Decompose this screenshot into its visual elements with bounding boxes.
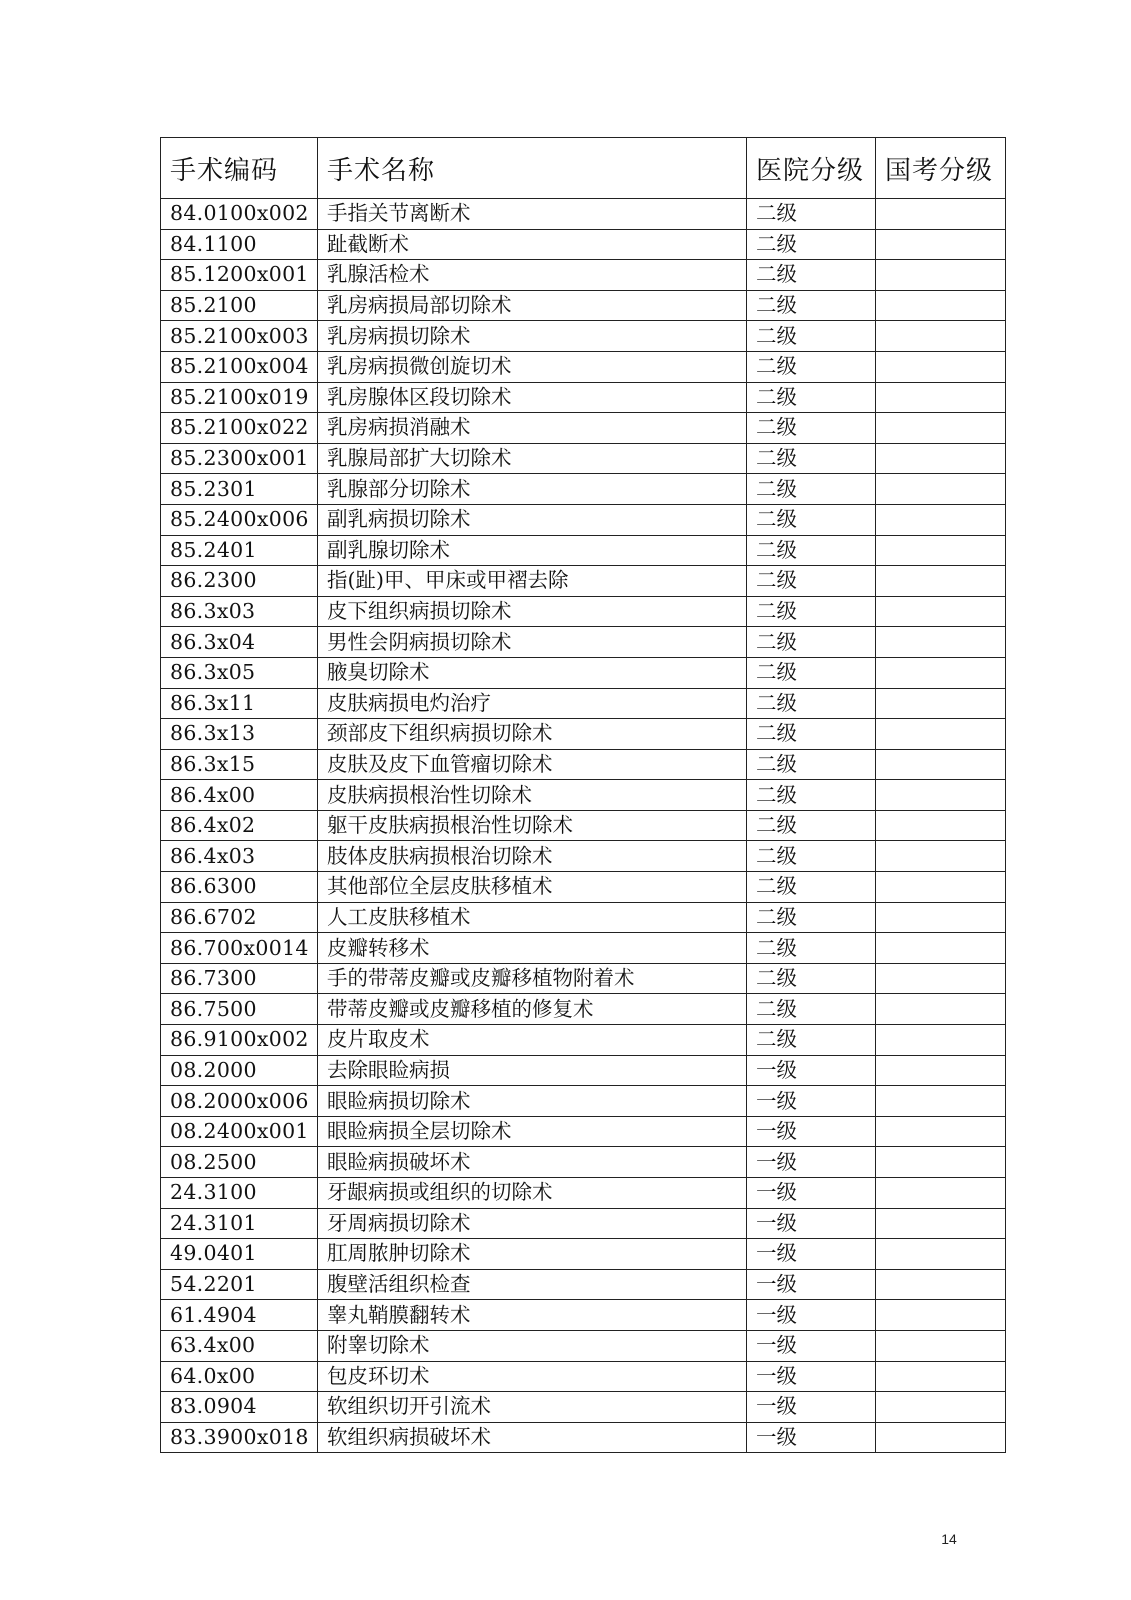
national-level-cell bbox=[876, 657, 1006, 688]
hospital-level-cell: 二级 bbox=[747, 260, 876, 291]
surgery-code-cell: 49.0401 bbox=[161, 1239, 318, 1270]
hospital-level-cell: 二级 bbox=[747, 199, 876, 230]
surgery-name-cell: 肢体皮肤病损根治切除术 bbox=[318, 841, 747, 872]
surgery-name-cell: 指(趾)甲、甲床或甲褶去除 bbox=[318, 566, 747, 597]
national-level-cell bbox=[876, 1147, 1006, 1178]
surgery-name-cell: 乳房病损切除术 bbox=[318, 321, 747, 352]
surgery-code-cell: 85.2100x019 bbox=[161, 382, 318, 413]
surgery-code-cell: 85.2301 bbox=[161, 474, 318, 505]
table-row bbox=[161, 841, 1006, 872]
table-row bbox=[161, 749, 1006, 780]
table-row bbox=[161, 474, 1006, 505]
surgery-code-cell: 86.6300 bbox=[161, 872, 318, 903]
national-level-cell bbox=[876, 321, 1006, 352]
surgery-code-cell: 54.2201 bbox=[161, 1269, 318, 1300]
surgery-name-cell: 腹壁活组织检查 bbox=[318, 1269, 747, 1300]
surgery-name-cell: 副乳腺切除术 bbox=[318, 535, 747, 566]
hospital-level-cell: 二级 bbox=[747, 321, 876, 352]
hospital-level-cell: 一级 bbox=[747, 1269, 876, 1300]
national-level-cell bbox=[876, 260, 1006, 291]
surgery-code-cell: 61.4904 bbox=[161, 1300, 318, 1331]
national-level-cell bbox=[876, 1178, 1006, 1209]
national-level-cell bbox=[876, 688, 1006, 719]
table-row bbox=[161, 413, 1006, 444]
table-row bbox=[161, 719, 1006, 750]
hospital-level-cell: 一级 bbox=[747, 1178, 876, 1209]
national-level-cell bbox=[876, 1116, 1006, 1147]
surgery-name-cell: 乳腺局部扩大切除术 bbox=[318, 443, 747, 474]
national-level-cell bbox=[876, 1025, 1006, 1056]
national-level-cell bbox=[876, 963, 1006, 994]
table-header-row bbox=[161, 138, 1006, 199]
national-level-cell bbox=[876, 1239, 1006, 1270]
table-row bbox=[161, 260, 1006, 291]
national-level-cell bbox=[876, 627, 1006, 658]
hospital-level-cell: 一级 bbox=[747, 1361, 876, 1392]
surgery-name-cell: 乳房腺体区段切除术 bbox=[318, 382, 747, 413]
surgery-name-cell: 乳房病损局部切除术 bbox=[318, 290, 747, 321]
table-row bbox=[161, 627, 1006, 658]
surgery-name-cell: 乳房病损微创旋切术 bbox=[318, 351, 747, 382]
surgery-name-cell: 带蒂皮瓣或皮瓣移植的修复术 bbox=[318, 994, 747, 1025]
hospital-level-cell: 二级 bbox=[747, 351, 876, 382]
surgery-name-cell: 眼睑病损破坏术 bbox=[318, 1147, 747, 1178]
surgery-name-cell: 人工皮肤移植术 bbox=[318, 902, 747, 933]
surgery-code-cell: 85.2100x003 bbox=[161, 321, 318, 352]
surgery-code-cell: 86.3x04 bbox=[161, 627, 318, 658]
surgery-name-cell: 睾丸鞘膜翻转术 bbox=[318, 1300, 747, 1331]
national-level-cell bbox=[876, 1330, 1006, 1361]
surgery-name-cell: 皮肤病损电灼治疗 bbox=[318, 688, 747, 719]
surgery-name-cell: 乳房病损消融术 bbox=[318, 413, 747, 444]
surgery-code-cell: 84.0100x002 bbox=[161, 199, 318, 230]
header-surgery-name: 手术名称 bbox=[318, 138, 747, 199]
surgery-code-cell: 86.9100x002 bbox=[161, 1025, 318, 1056]
national-level-cell bbox=[876, 290, 1006, 321]
surgery-name-cell: 乳腺活检术 bbox=[318, 260, 747, 291]
table-row bbox=[161, 933, 1006, 964]
national-level-cell bbox=[876, 1422, 1006, 1453]
surgery-code-cell: 63.4x00 bbox=[161, 1330, 318, 1361]
national-level-cell bbox=[876, 749, 1006, 780]
national-level-cell bbox=[876, 413, 1006, 444]
hospital-level-cell: 二级 bbox=[747, 627, 876, 658]
table-row bbox=[161, 199, 1006, 230]
surgery-name-cell: 趾截断术 bbox=[318, 229, 747, 260]
table-row bbox=[161, 657, 1006, 688]
surgery-code-cell: 86.3x03 bbox=[161, 596, 318, 627]
national-level-cell bbox=[876, 810, 1006, 841]
surgery-code-cell: 85.2401 bbox=[161, 535, 318, 566]
hospital-level-cell: 一级 bbox=[747, 1392, 876, 1423]
surgery-code-cell: 86.6702 bbox=[161, 902, 318, 933]
surgery-name-cell: 软组织切开引流术 bbox=[318, 1392, 747, 1423]
table-row bbox=[161, 872, 1006, 903]
hospital-level-cell: 二级 bbox=[747, 443, 876, 474]
surgery-name-cell: 副乳病损切除术 bbox=[318, 504, 747, 535]
header-hospital-level: 医院分级 bbox=[747, 138, 876, 199]
national-level-cell bbox=[876, 504, 1006, 535]
hospital-level-cell: 二级 bbox=[747, 872, 876, 903]
surgery-code-cell: 86.700x0014 bbox=[161, 933, 318, 964]
table-row bbox=[161, 290, 1006, 321]
national-level-cell bbox=[876, 1086, 1006, 1117]
surgery-name-cell: 去除眼睑病损 bbox=[318, 1055, 747, 1086]
hospital-level-cell: 二级 bbox=[747, 780, 876, 811]
surgery-name-cell: 其他部位全层皮肤移植术 bbox=[318, 872, 747, 903]
hospital-level-cell: 二级 bbox=[747, 382, 876, 413]
national-level-cell bbox=[876, 719, 1006, 750]
surgery-code-cell: 85.2100 bbox=[161, 290, 318, 321]
surgery-name-cell: 男性会阴病损切除术 bbox=[318, 627, 747, 658]
hospital-level-cell: 一级 bbox=[747, 1422, 876, 1453]
surgery-code-cell: 08.2400x001 bbox=[161, 1116, 318, 1147]
national-level-cell bbox=[876, 199, 1006, 230]
table-row bbox=[161, 1239, 1006, 1270]
surgery-name-cell: 颈部皮下组织病损切除术 bbox=[318, 719, 747, 750]
surgery-name-cell: 眼睑病损全层切除术 bbox=[318, 1116, 747, 1147]
hospital-level-cell: 一级 bbox=[747, 1147, 876, 1178]
surgery-code-cell: 86.4x03 bbox=[161, 841, 318, 872]
national-level-cell bbox=[876, 1392, 1006, 1423]
surgery-name-cell: 腋臭切除术 bbox=[318, 657, 747, 688]
national-level-cell bbox=[876, 780, 1006, 811]
surgery-name-cell: 皮肤及皮下血管瘤切除术 bbox=[318, 749, 747, 780]
page-number: 14 bbox=[941, 1531, 957, 1547]
header-surgery-code: 手术编码 bbox=[161, 138, 318, 199]
national-level-cell bbox=[876, 1300, 1006, 1331]
table-row bbox=[161, 351, 1006, 382]
hospital-level-cell: 二级 bbox=[747, 749, 876, 780]
surgery-name-cell: 躯干皮肤病损根治性切除术 bbox=[318, 810, 747, 841]
hospital-level-cell: 二级 bbox=[747, 290, 876, 321]
surgery-name-cell: 皮下组织病损切除术 bbox=[318, 596, 747, 627]
table-row bbox=[161, 382, 1006, 413]
hospital-level-cell: 二级 bbox=[747, 841, 876, 872]
header-national-level: 国考分级 bbox=[876, 138, 1006, 199]
table-row bbox=[161, 780, 1006, 811]
table-row bbox=[161, 1208, 1006, 1239]
surgery-code-cell: 86.4x00 bbox=[161, 780, 318, 811]
surgery-code-cell: 83.3900x018 bbox=[161, 1422, 318, 1453]
table-row bbox=[161, 810, 1006, 841]
surgery-code-cell: 85.2300x001 bbox=[161, 443, 318, 474]
hospital-level-cell: 二级 bbox=[747, 657, 876, 688]
hospital-level-cell: 一级 bbox=[747, 1330, 876, 1361]
surgery-name-cell: 牙周病损切除术 bbox=[318, 1208, 747, 1239]
surgery-code-cell: 08.2500 bbox=[161, 1147, 318, 1178]
hospital-level-cell: 二级 bbox=[747, 963, 876, 994]
hospital-level-cell: 一级 bbox=[747, 1086, 876, 1117]
national-level-cell bbox=[876, 535, 1006, 566]
hospital-level-cell: 二级 bbox=[747, 566, 876, 597]
hospital-level-cell: 二级 bbox=[747, 1025, 876, 1056]
surgery-code-cell: 24.3101 bbox=[161, 1208, 318, 1239]
surgery-code-cell: 86.7300 bbox=[161, 963, 318, 994]
national-level-cell bbox=[876, 1269, 1006, 1300]
hospital-level-cell: 二级 bbox=[747, 902, 876, 933]
hospital-level-cell: 一级 bbox=[747, 1116, 876, 1147]
table-row bbox=[161, 1086, 1006, 1117]
table-row bbox=[161, 229, 1006, 260]
national-level-cell bbox=[876, 841, 1006, 872]
surgery-code-cell: 85.1200x001 bbox=[161, 260, 318, 291]
national-level-cell bbox=[876, 872, 1006, 903]
hospital-level-cell: 二级 bbox=[747, 810, 876, 841]
table-row bbox=[161, 1025, 1006, 1056]
surgery-name-cell: 附睾切除术 bbox=[318, 1330, 747, 1361]
table-row bbox=[161, 535, 1006, 566]
surgery-code-cell: 86.3x15 bbox=[161, 749, 318, 780]
surgery-code-cell: 85.2400x006 bbox=[161, 504, 318, 535]
surgery-code-cell: 85.2100x022 bbox=[161, 413, 318, 444]
surgery-grading-table bbox=[160, 137, 1006, 1453]
hospital-level-cell: 二级 bbox=[747, 474, 876, 505]
table-row bbox=[161, 321, 1006, 352]
national-level-cell bbox=[876, 474, 1006, 505]
surgery-code-cell: 24.3100 bbox=[161, 1178, 318, 1209]
hospital-level-cell: 二级 bbox=[747, 413, 876, 444]
surgery-name-cell: 牙龈病损或组织的切除术 bbox=[318, 1178, 747, 1209]
hospital-level-cell: 二级 bbox=[747, 994, 876, 1025]
table-row bbox=[161, 688, 1006, 719]
table-row bbox=[161, 1300, 1006, 1331]
surgery-name-cell: 皮瓣转移术 bbox=[318, 933, 747, 964]
table-row bbox=[161, 902, 1006, 933]
national-level-cell bbox=[876, 596, 1006, 627]
hospital-level-cell: 二级 bbox=[747, 596, 876, 627]
hospital-level-cell: 二级 bbox=[747, 535, 876, 566]
hospital-level-cell: 一级 bbox=[747, 1055, 876, 1086]
table-row bbox=[161, 994, 1006, 1025]
national-level-cell bbox=[876, 566, 1006, 597]
national-level-cell bbox=[876, 382, 1006, 413]
hospital-level-cell: 二级 bbox=[747, 504, 876, 535]
surgery-code-cell: 64.0x00 bbox=[161, 1361, 318, 1392]
table-row bbox=[161, 566, 1006, 597]
surgery-name-cell: 肛周脓肿切除术 bbox=[318, 1239, 747, 1270]
national-level-cell bbox=[876, 902, 1006, 933]
surgery-code-cell: 08.2000x006 bbox=[161, 1086, 318, 1117]
surgery-code-cell: 86.4x02 bbox=[161, 810, 318, 841]
national-level-cell bbox=[876, 1361, 1006, 1392]
hospital-level-cell: 二级 bbox=[747, 719, 876, 750]
surgery-name-cell: 皮肤病损根治性切除术 bbox=[318, 780, 747, 811]
table-row bbox=[161, 443, 1006, 474]
surgery-code-cell: 86.2300 bbox=[161, 566, 318, 597]
national-level-cell bbox=[876, 351, 1006, 382]
surgery-name-cell: 乳腺部分切除术 bbox=[318, 474, 747, 505]
surgery-name-cell: 眼睑病损切除术 bbox=[318, 1086, 747, 1117]
table-row bbox=[161, 1147, 1006, 1178]
surgery-code-cell: 84.1100 bbox=[161, 229, 318, 260]
surgery-code-cell: 85.2100x004 bbox=[161, 351, 318, 382]
table-row bbox=[161, 504, 1006, 535]
surgery-code-cell: 86.3x13 bbox=[161, 719, 318, 750]
table-row bbox=[161, 1269, 1006, 1300]
surgery-name-cell: 包皮环切术 bbox=[318, 1361, 747, 1392]
national-level-cell bbox=[876, 229, 1006, 260]
table-header bbox=[161, 138, 1006, 199]
national-level-cell bbox=[876, 933, 1006, 964]
table-row bbox=[161, 1361, 1006, 1392]
table-row bbox=[161, 963, 1006, 994]
surgery-name-cell: 手的带蒂皮瓣或皮瓣移植物附着术 bbox=[318, 963, 747, 994]
table-row bbox=[161, 1178, 1006, 1209]
surgery-name-cell: 手指关节离断术 bbox=[318, 199, 747, 230]
hospital-level-cell: 一级 bbox=[747, 1300, 876, 1331]
national-level-cell bbox=[876, 443, 1006, 474]
surgery-name-cell: 皮片取皮术 bbox=[318, 1025, 747, 1056]
hospital-level-cell: 一级 bbox=[747, 1208, 876, 1239]
table-row bbox=[161, 596, 1006, 627]
hospital-level-cell: 一级 bbox=[747, 1239, 876, 1270]
surgery-code-cell: 08.2000 bbox=[161, 1055, 318, 1086]
surgery-name-cell: 软组织病损破坏术 bbox=[318, 1422, 747, 1453]
national-level-cell bbox=[876, 994, 1006, 1025]
table-row bbox=[161, 1116, 1006, 1147]
national-level-cell bbox=[876, 1208, 1006, 1239]
surgery-code-cell: 86.7500 bbox=[161, 994, 318, 1025]
surgery-code-cell: 83.0904 bbox=[161, 1392, 318, 1423]
hospital-level-cell: 二级 bbox=[747, 933, 876, 964]
hospital-level-cell: 二级 bbox=[747, 688, 876, 719]
surgery-code-cell: 86.3x05 bbox=[161, 657, 318, 688]
national-level-cell bbox=[876, 1055, 1006, 1086]
hospital-level-cell: 二级 bbox=[747, 229, 876, 260]
table-row bbox=[161, 1055, 1006, 1086]
table-row bbox=[161, 1330, 1006, 1361]
table-body bbox=[161, 199, 1006, 1453]
table-row bbox=[161, 1392, 1006, 1423]
surgery-code-cell: 86.3x11 bbox=[161, 688, 318, 719]
table-row bbox=[161, 1422, 1006, 1453]
